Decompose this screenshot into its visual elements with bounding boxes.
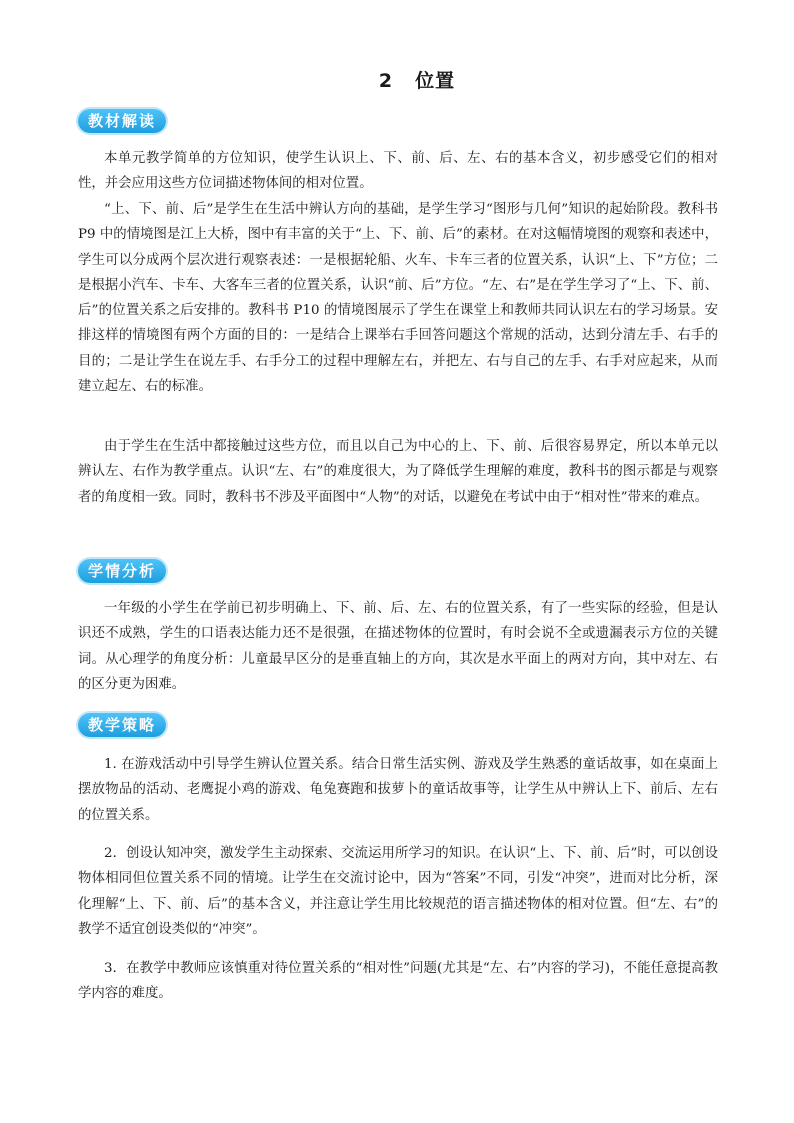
- section-badge-strategy: [78, 712, 166, 738]
- title-number: 2: [378, 70, 394, 92]
- analysis-paragraph-1: 一年级的小学生在学前已初步明确上、下、前、后、左、右的位置关系，有了一些实际的经验，但是认识还不成熟，学生的口语表达能力还不是很强，在描述物体的位置时，有时会说不全或遗漏表示方位的关键词。从心理学的角度分析：儿童最早区分的是垂直轴上的方向，其次是水平面上的两对方向，其中对左、右的区分更为困难。: [78, 601, 718, 692]
- textbook-paragraph-3: 由于学生在生活中都接触过这些方位，而且以自己为中心的上、下、前、后很容易界定，所以本单元以辨认左、右作为教学重点。认识“左、右”的难度很大，为了降低学生理解的难度，教科书的图示都是与观察者的角度相一致。同时，教科书不涉及平面图中“人物”的对话，以避免在考试中由于“相对性”带来的难点。: [78, 439, 718, 505]
- section-heading-strategy: 教学策略: [78, 713, 166, 737]
- section-badge-analysis: [78, 558, 166, 584]
- strategy-paragraph-1: 1. 在游戏活动中引导学生辨认位置关系。结合日常生活实例、游戏及学生熟悉的童话故事，如在桌面上摆放物品的活动、老鹰捉小鸡的游戏、龟兔赛跑和拔萝卜的童话故事等，让学生从中辨认上下、前后、左右的位置关系。: [78, 757, 718, 823]
- textbook-paragraph-1: 本单元教学简单的方位知识，使学生认识上、下、前、后、左、右的基本含义，初步感受它们的相对性，并会应用这些方位词描述物体间的相对位置。: [78, 151, 718, 192]
- section-heading-analysis: 学情分析: [78, 559, 166, 583]
- strategy-paragraph-3: 3．在教学中教师应该慎重对待位置关系的“相对性”问题(尤其是“左、右”内容的学习)，不能任意提高教学内容的难度。: [78, 961, 718, 1002]
- section-heading-textbook: 教材解读: [78, 109, 166, 133]
- title-text: 位置: [415, 70, 456, 92]
- textbook-paragraph-2: “上、下、前、后”是学生在生活中辨认方向的基础，是学生学习“图形与几何”知识的起始阶段。教科书 P9 中的情境图是江上大桥，图中有丰富的关于“上、下、前、后”的素材。在对这幅情境图的观察和表述中，学生可以分成两个层次进行观察表述：一是根据轮船、火车、卡车三者的位置关系，认识“上、下”方位；二是根据小汽车、卡车、大客车三者的位置关系，认识“前、后”方位。“左、右”是在学生学习了“上、下、前、后”的位置关系之后安排的。教科书 P10 的情境图展示了学生在课堂上和教师共同认识左右的学习场景。安排这样的情境图有两个方面的目的：一是结合上课举右手回答问题这个常规的活动，达到分清左手、右手的目的；二是让学生在说左手、右手分工的过程中理解左右，并把左、右与自己的左手、右手对应起来，从而建立起左、右的标准。: [78, 202, 718, 395]
- page-title: [0, 66, 794, 93]
- section-badge-textbook: [78, 108, 166, 134]
- strategy-paragraph-2: 2．创设认知冲突，激发学生主动探索、交流运用所学习的知识。在认识“上、下、前、后”时，可以创设物体相同但位置关系不同的情境。让学生在交流讨论中，因为“答案”不同，引发“冲突”，进而对比分析，深化理解“上、下、前、后”的基本含义，并注意让学生用比较规范的语言描述物体的相对位置。但“左、右”的教学不适宜创设类似的“冲突”。: [78, 846, 718, 937]
